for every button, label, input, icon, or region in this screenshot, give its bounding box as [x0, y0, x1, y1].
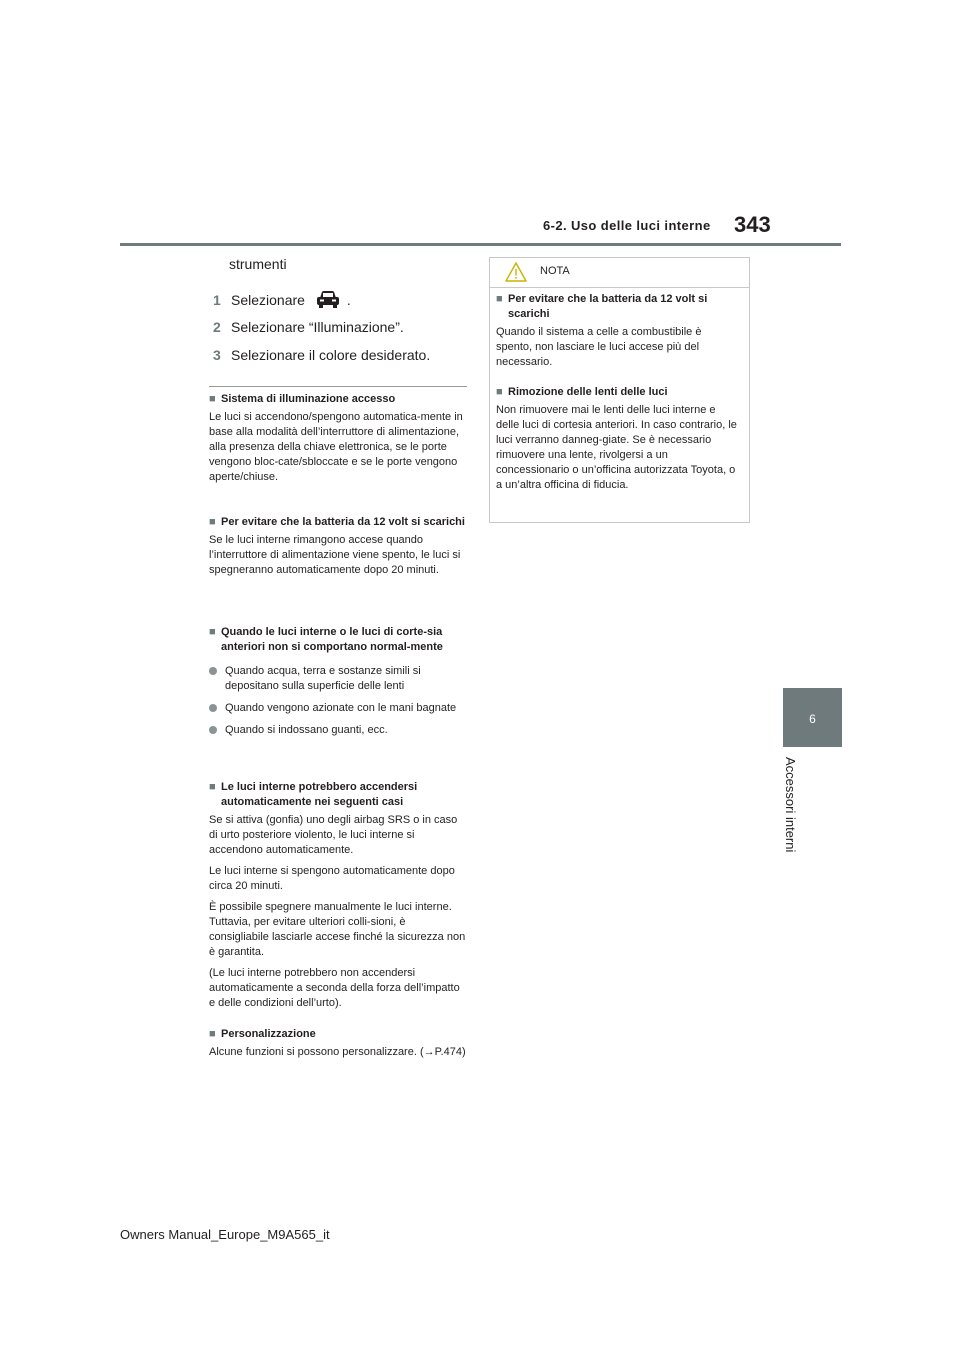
section-paragraph: Se si attiva (gonfia) uno degli airbag SRS o in caso di urto posteriore violento, le luci interne si accendono automaticamente. — [209, 814, 458, 856]
list-item — [209, 664, 467, 694]
step-3 — [213, 347, 430, 363]
nota-section-text: Quando il sistema a celle a combustibile è spento, non lasciare le luci accese più del necessario. — [496, 326, 702, 368]
section-heading: Per evitare che la batteria da 12 volt si scarichi — [221, 516, 465, 528]
list-item-text: Quando vengono azionate con le mani bagnate — [225, 702, 457, 714]
section-paragraph: Le luci si accendono/spengono automatica-mente in base alla modalità dell’interruttore di alimentazione, alla presenza della chiave elettronica, se le porte vengono bloc-cate/sbloccate e se le porte vengono aperte/chiuse. — [209, 411, 463, 483]
section-paragraph: Alcune funzioni si possono personalizzare. (→P.474) — [209, 1046, 466, 1058]
nota-section-text: Non rimuovere mai le lenti delle luci interne e delle luci di cortesia anteriori. In caso contrario, le luci verranno danneg-giate. Se è necessario rimuovere una lente, rivolgersi a un concessionario o un’officina autorizzata Toyota, o a un’altra officina di fiducia. — [496, 404, 737, 491]
square-bullet-icon: ■ — [209, 516, 216, 528]
section-heading: Personalizzazione — [221, 1028, 316, 1040]
round-bullet-icon — [209, 667, 217, 675]
square-bullet-icon: ■ — [209, 781, 216, 793]
left-column-divider — [209, 386, 467, 387]
section-heading: Le luci interne potrebbero accendersi automaticamente nei seguenti casi — [221, 781, 418, 808]
list-item — [209, 723, 467, 738]
nota-header — [490, 257, 749, 288]
footer-text: Owners Manual_Europe_M9A565_it — [120, 1227, 330, 1242]
round-bullet-icon — [209, 726, 217, 734]
warning-triangle-icon — [505, 262, 527, 287]
intro-fragment: strumenti — [229, 256, 287, 272]
step-text: Selezionare “Illuminazione”. — [231, 319, 404, 335]
section-illuminazione-accesso — [209, 392, 467, 491]
square-bullet-icon: ■ — [209, 1028, 216, 1040]
section-comportamento-anomalo — [209, 625, 467, 745]
section-personalizzazione — [209, 1027, 467, 1066]
nota-title: NOTA — [540, 265, 570, 277]
nota-section-lenti — [496, 385, 740, 499]
section-heading: Quando le luci interne o le luci di corte-sia anteriori non si comportano normal-mente — [221, 626, 443, 653]
step-text: Selezionare — [231, 292, 305, 309]
nota-section-heading: Per evitare che la batteria da 12 volt si scarichi — [508, 293, 708, 320]
section-title: 6-2. Uso delle luci interne — [543, 218, 711, 233]
chapter-label: Accessori interni — [783, 757, 798, 853]
square-bullet-icon: ■ — [496, 293, 503, 305]
chapter-number: 6 — [809, 712, 816, 726]
chapter-label-container — [776, 757, 816, 877]
square-bullet-icon: ■ — [209, 626, 216, 638]
square-bullet-icon: ■ — [496, 386, 503, 398]
list-item — [209, 701, 467, 716]
step-2 — [213, 319, 404, 335]
list-item-text: Quando acqua, terra e sostanze simili si depositano sulla superficie delle lenti — [225, 665, 421, 692]
list-item-text: Quando si indossano guanti, ecc. — [225, 724, 388, 736]
section-heading: Sistema di illuminazione accesso — [221, 393, 396, 405]
header-divider — [120, 243, 841, 246]
round-bullet-icon — [209, 704, 217, 712]
car-icon — [313, 287, 343, 316]
step-1 — [213, 287, 351, 316]
section-paragraph: Le luci interne si spengono automaticamente dopo circa 20 minuti. — [209, 865, 455, 892]
step-number: 3 — [213, 347, 221, 363]
square-bullet-icon: ■ — [209, 393, 216, 405]
page-number: 343 — [734, 212, 771, 237]
step-number: 1 — [213, 292, 221, 309]
section-batteria — [209, 515, 467, 584]
step-text-after: . — [346, 292, 351, 309]
step-number: 2 — [213, 319, 221, 335]
section-paragraph: (Le luci interne potrebbero non accendersi automaticamente a seconda della forza dell’impatto e delle condizioni dell’urto). — [209, 967, 460, 1009]
section-paragraph: È possibile spegnere manualmente le luci interne. Tuttavia, per evitare ulteriori colli-sioni, è consigliabile lasciarle accese finché la sicurezza non è garantita. — [209, 901, 466, 958]
nota-section-heading: Rimozione delle lenti delle luci — [508, 386, 668, 398]
section-accensione-automatica — [209, 780, 467, 1017]
nota-section-batteria — [496, 292, 740, 376]
section-paragraph: Se le luci interne rimangono accese quando l’interruttore di alimentazione viene spento, le luci si spegneranno automaticamente dopo 20 minuti. — [209, 534, 461, 576]
step-text: Selezionare il colore desiderato. — [231, 347, 431, 363]
